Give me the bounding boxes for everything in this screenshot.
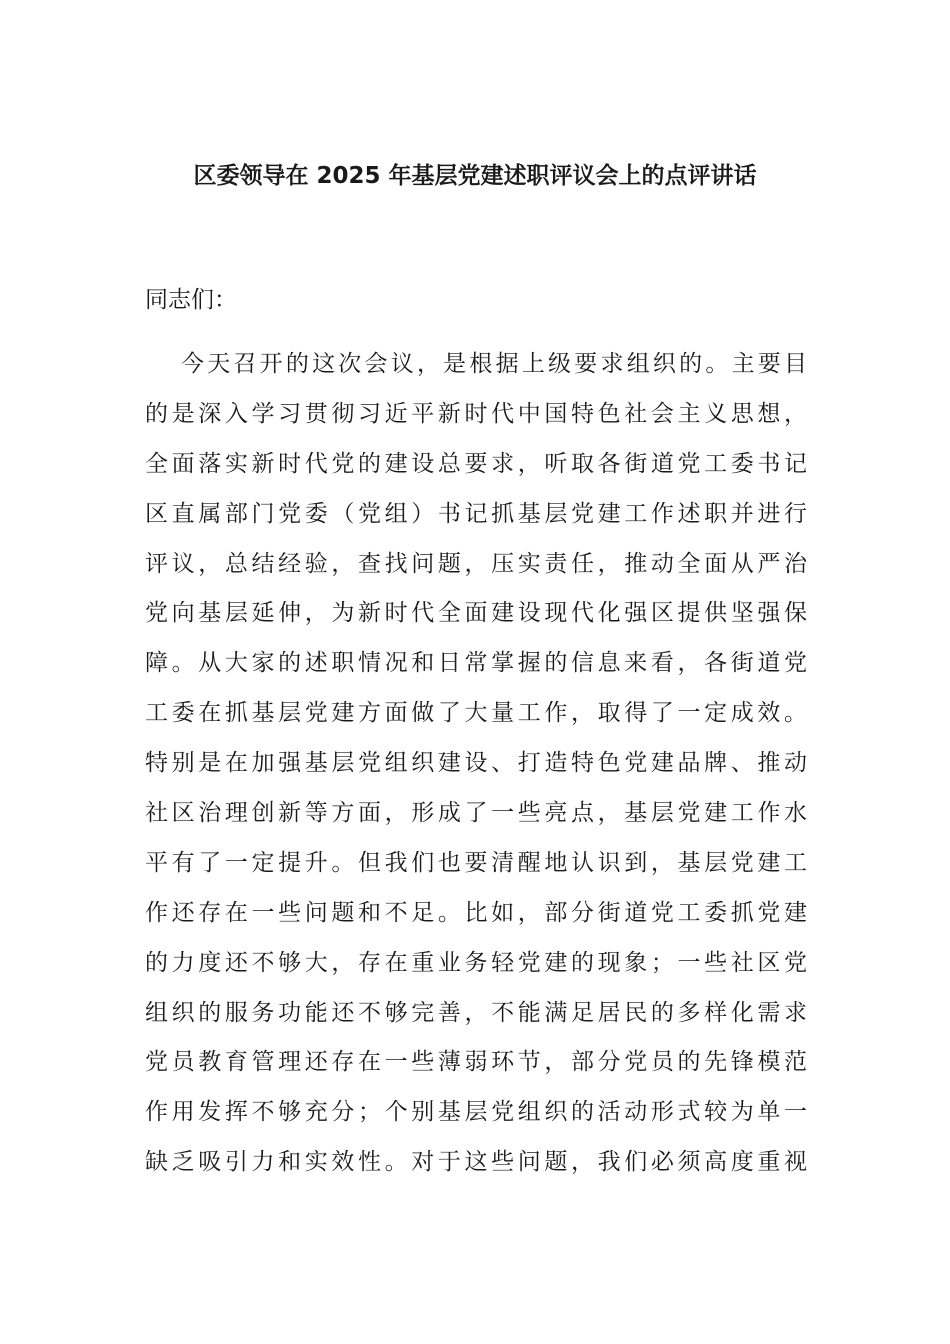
- body-paragraph: [145, 340, 807, 1188]
- body-line: 作用发挥不够充分；个别基层党组织的活动形式较为单一: [145, 1099, 807, 1126]
- body-line: 缺乏吸引力和实效性。对于这些问题，我们必须高度重视: [145, 1149, 807, 1176]
- body-line: 平有了一定提升。但我们也要清醒地认识到，基层党建工: [145, 849, 807, 876]
- document-title: 区委领导在 2025 年基层党建述职评议会上的点评讲话: [193, 163, 757, 189]
- body-line: 评议，总结经验，查找问题，压实责任，推动全面从严治: [145, 550, 807, 577]
- body-line: 区直属部门党委（党组）书记抓基层党建工作述职并进行: [145, 500, 807, 527]
- body-line: 的力度还不够大，存在重业务轻党建的现象；一些社区党: [145, 949, 807, 976]
- body-line: 党员教育管理还存在一些薄弱环节，部分党员的先锋模范: [145, 1049, 807, 1076]
- body-line: 全面落实新时代党的建设总要求，听取各街道党工委书记: [145, 450, 807, 477]
- body-line: 工委在抓基层党建方面做了大量工作，取得了一定成效。: [145, 700, 807, 727]
- body-line: 社区治理创新等方面，形成了一些亮点，基层党建工作水: [145, 800, 807, 827]
- body-line: 今天召开的这次会议，是根据上级要求组织的。主要目: [181, 351, 807, 377]
- body-line: 党向基层延伸，为新时代全面建设现代化强区提供坚强保: [145, 600, 807, 627]
- body-line: 特别是在加强基层党组织建设、打造特色党建品牌、推动: [145, 750, 807, 777]
- salutation: 同志们：: [145, 287, 237, 313]
- body-line: 的是深入学习贯彻习近平新时代中国特色社会主义思想，: [145, 400, 807, 427]
- body-line: 组织的服务功能还不够完善，不能满足居民的多样化需求: [145, 999, 807, 1026]
- body-line: 作还存在一些问题和不足。比如，部分街道党工委抓党建: [145, 899, 807, 926]
- body-line: 障。从大家的述职情况和日常掌握的信息来看，各街道党: [145, 650, 807, 677]
